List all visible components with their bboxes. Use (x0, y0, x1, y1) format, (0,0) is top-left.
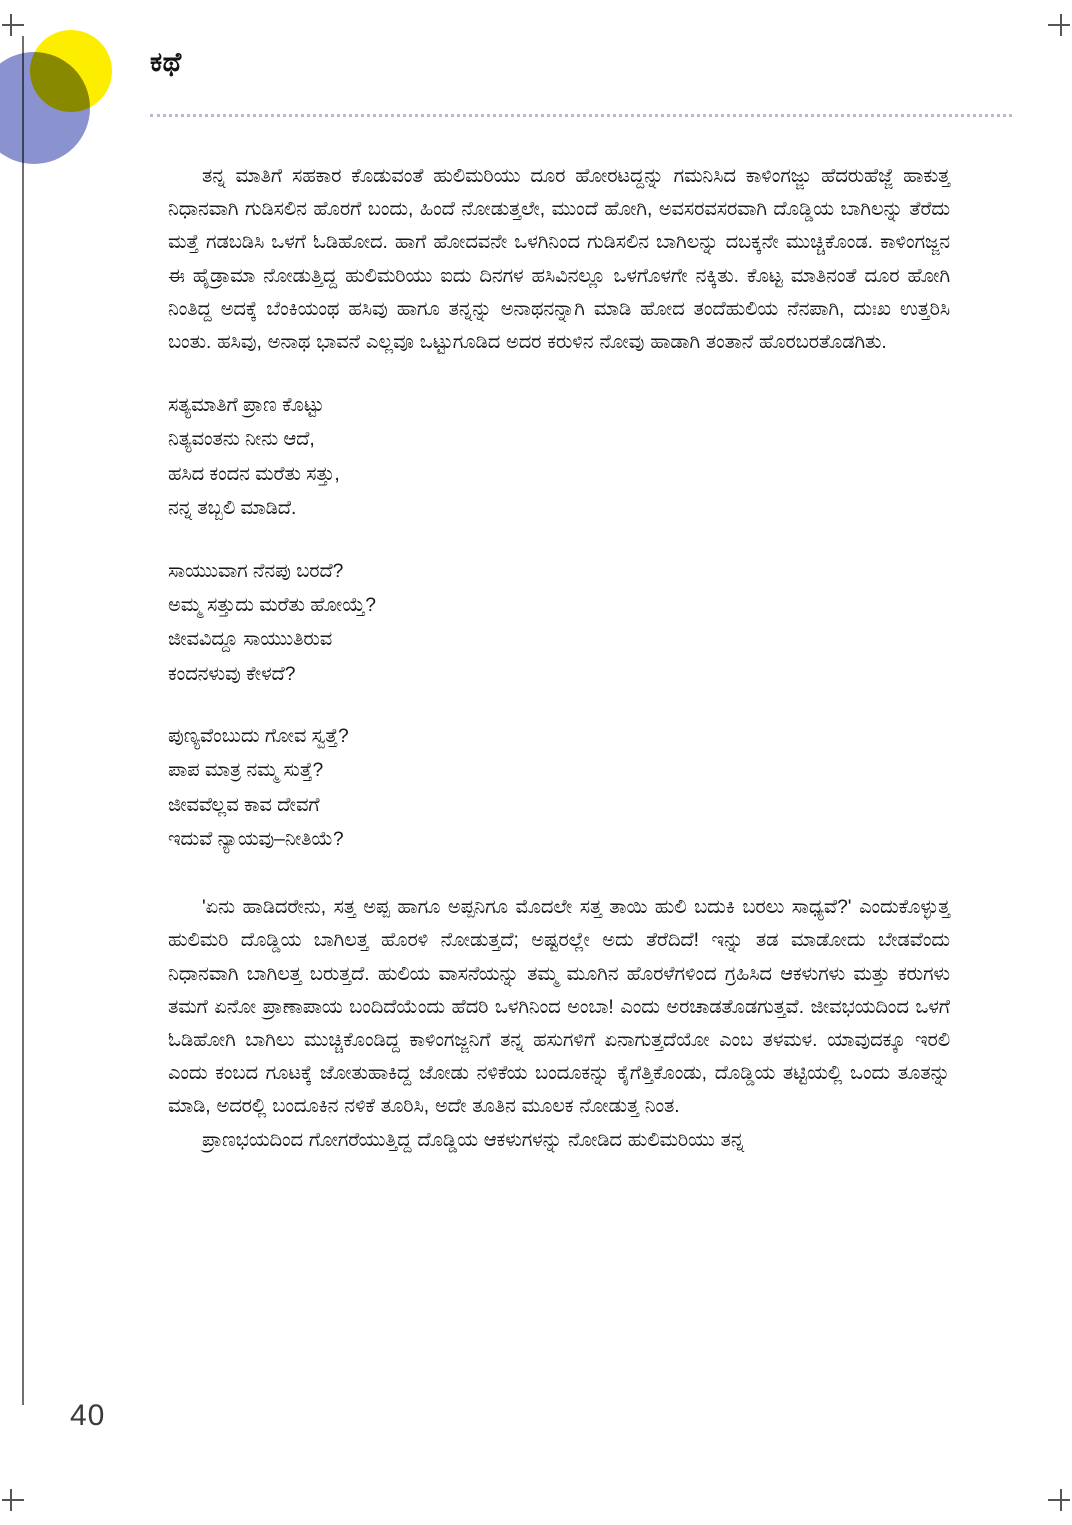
page-content (168, 160, 950, 1157)
verse-line: ಸತ್ಯಮಾತಿಗೆ ಪ್ರಾಣ ಕೊಟ್ಟು (168, 395, 324, 417)
header-divider (150, 114, 1012, 117)
verse-line: ಪಾಪ ಮಾತ್ರ ನಮ್ಮ ಸುತ್ತೆ? (168, 760, 324, 782)
trim-rule (22, 36, 24, 1405)
paragraph-2: 'ಏನು ಹಾಡಿದರೇನು, ಸತ್ತ ಅಪ್ಪ ಹಾಗೂ ಅಪ್ಪನಿಗೂ ಮೊದಲೇ ಸತ್ತ ತಾಯಿ ಹುಲಿ ಬದುಕಿ ಬರಲು ಸಾಧ್ಯವೆ?' ಎಂದುಕೊಳ್ಳುತ್ತ ಹುಲಿಮರಿ ದೊಡ್ಡಿಯ ಬಾಗಿಲತ್ತ ಹೊರಳಿ ನೋಡುತ್ತದೆ; ಅಷ್ಟರಲ್ಲೇ ಅದು ತೆರೆದಿದೆ! ಇನ್ನು ತಡ ಮಾಡೋದು ಬೇಡವೆಂದು ನಿಧಾನವಾಗಿ ಬಾಗಿಲತ್ತ ಬರುತ್ತದೆ. ಹುಲಿಯ ವಾಸನೆಯನ್ನು ತಮ್ಮ ಮೂಗಿನ ಹೊರಳೆಗಳಿಂದ ಗ್ರಹಿಸಿದ ಆಕಳುಗಳು ಮತ್ತು ಕರುಗಳು ತಮಗೆ ಏನೋ ಪ್ರಾಣಾಪಾಯ ಬಂದಿದೆಯೆಂದು ಹೆದರಿ ಒಳಗಿನಿಂದ ಅಂಬಾ! ಎಂದು ಅರಚಾಡತೊಡಗುತ್ತವೆ. ಜೀವಭಯದಿಂದ ಒಳಗೆ ಓಡಿಹೋಗಿ ಬಾಗಿಲು ಮುಚ್ಚಿಕೊಂಡಿದ್ದ ಕಾಳಿಂಗಜ್ಜನಿಗೆ ತನ್ನ ಹಸುಗಳಿಗೆ ಏನಾಗುತ್ತದೆಯೋ ಎಂಬ ತಳಮಳ. ಯಾವುದಕ್ಕೂ ಇರಲಿ ಎಂದು ಕಂಬದ ಗೂಟಕ್ಕೆ ಜೋತುಹಾಕಿದ್ದ ಜೋಡು ನಳಿಕೆಯ ಬಂದೂಕನ್ನು ಕೈಗೆತ್ತಿಕೊಂಡು, ದೊಡ್ಡಿಯ ತಟ್ಟಿಯಲ್ಲಿ ಒಂದು ತೂತನ್ನು ಮಾಡಿ, ಅದರಲ್ಲಿ ಬಂದೂಕಿನ ನಳಿಕೆ ತೂರಿಸಿ, ಅದೇ ತೂತಿನ ಮೂಲಕ ನೋಡುತ್ತ ನಿಂತ. (168, 897, 950, 1118)
paragraph-3: ಪ್ರಾಣಭಯದಿಂದ ಗೋಗರೆಯುತ್ತಿದ್ದ ದೊಡ್ಡಿಯ ಆಕಳುಗಳನ್ನು ನೋಡಿದ ಹುಲಿಮರಿಯು ತನ್ನ (202, 1129, 745, 1151)
crop-mark-bottom-left-horizontal (2, 1499, 24, 1501)
verse-line: ಅಮ್ಮ ಸತ್ತುದು ಮರೆತು ಹೋಯ್ತೆ? (168, 594, 376, 616)
verse-stanza-1 (168, 389, 950, 526)
verse-stanza-3 (168, 720, 950, 857)
verse-line: ಪುಣ್ಯವೆಂಬುದು ಗೋವ ಸ್ವತ್ತೆ? (168, 725, 349, 747)
verse-line: ಸಾಯುುವಾಗ ನೆನಪು ಬರದೆ? (168, 560, 344, 582)
crop-mark-top-left-horizontal (2, 24, 24, 26)
verse-stanza-2 (168, 555, 950, 692)
verse-line: ನನ್ನ ತಬ್ಬಲಿ ಮಾಡಿದೆ. (168, 498, 297, 520)
crop-mark-bottom-right-horizontal (1048, 1499, 1070, 1501)
page-number: 40 (70, 1399, 106, 1432)
spacer (168, 359, 950, 389)
page-title: ಕಥೆ (150, 47, 182, 77)
verse-line: ಜೀವವೆಲ್ಲವ ಕಾವ ದೇವಗೆ (168, 794, 320, 816)
verse-line: ಕಂದನಳುವು ಕೇಳದೆ? (168, 663, 296, 685)
verse-line: ಇದುವೆ ನ್ಯಾಯವು–ನೀತಿಯೆ? (168, 828, 344, 850)
verse-line: ನಿತ್ಯವಂತನು ನೀನು ಆದೆ, (168, 429, 315, 451)
page-header (150, 48, 1012, 118)
crop-mark-top-right-horizontal (1048, 24, 1070, 26)
header-decoration (0, 30, 130, 180)
verse-line: ಹಸಿದ ಕಂದನ ಮರೆತು ಸತ್ತು, (168, 463, 340, 485)
verse-line: ಜೀವವಿದ್ದೂ ಸಾಯುುತಿರುವ (168, 629, 333, 651)
paragraph-1: ತನ್ನ ಮಾತಿಗೆ ಸಹಕಾರ ಕೊಡುವಂತೆ ಹುಲಿಮರಿಯು ದೂರ ಹೋರಟದ್ದನ್ನು ಗಮನಿಸಿದ ಕಾಳಿಂಗಜ್ಜು ಹೆದರುಹೆಜ್ಜೆ ಹಾಕುತ್ತ ನಿಧಾನವಾಗಿ ಗುಡಿಸಲಿನ ಹೊರಗೆ ಬಂದು, ಹಿಂದೆ ನೋಡುತ್ತಲೇ, ಮುಂದೆ ಹೋಗಿ, ಅವಸರವಸರವಾಗಿ ದೊಡ್ಡಿಯ ಬಾಗಿಲನ್ನು ತೆರೆದು ಮತ್ತೆ ಗಡಬಡಿಸಿ ಒಳಗೆ ಓಡಿಹೋದ. ಹಾಗೆ ಹೋದವನೇ ಒಳಗಿನಿಂದ ಗುಡಿಸಲಿನ ಬಾಗಿಲನ್ನು ದಬಕ್ಕನೇ ಮುಚ್ಚಿಕೊಂಡ. ಕಾಳಿಂಗಜ್ಜನ ಈ ಹೈಡ್ರಾಮಾ ನೋಡುತ್ತಿದ್ದ ಹುಲಿಮರಿಯು ಐದು ದಿನಗಳ ಹಸಿವಿನಲ್ಲೂ ಒಳಗೊಳಗೇ ನಕ್ಕಿತು. ಕೊಟ್ಟ ಮಾತಿನಂತೆ ದೂರ ಹೋಗಿ ನಿಂತಿದ್ದ ಅದಕ್ಕೆ ಬೆಂಕಿಯಂಥ ಹಸಿವು ಹಾಗೂ ತನ್ನನ್ನು ಅನಾಥನನ್ನಾಗಿ ಮಾಡಿ ಹೋದ ತಂದೆಹುಲಿಯ ನೆನಪಾಗಿ, ದುಃಖ ಉತ್ತರಿಸಿ ಬಂತು. ಹಸಿವು, ಅನಾಥ ಭಾವನೆ ಎಲ್ಲವೂ ಒಟ್ಟುಗೂಡಿದ ಅದರ ಕರುಳಿನ ನೋವು ಹಾಡಾಗಿ ತಂತಾನೆ ಹೊರಬರತೊಡಗಿತು. (168, 166, 950, 353)
